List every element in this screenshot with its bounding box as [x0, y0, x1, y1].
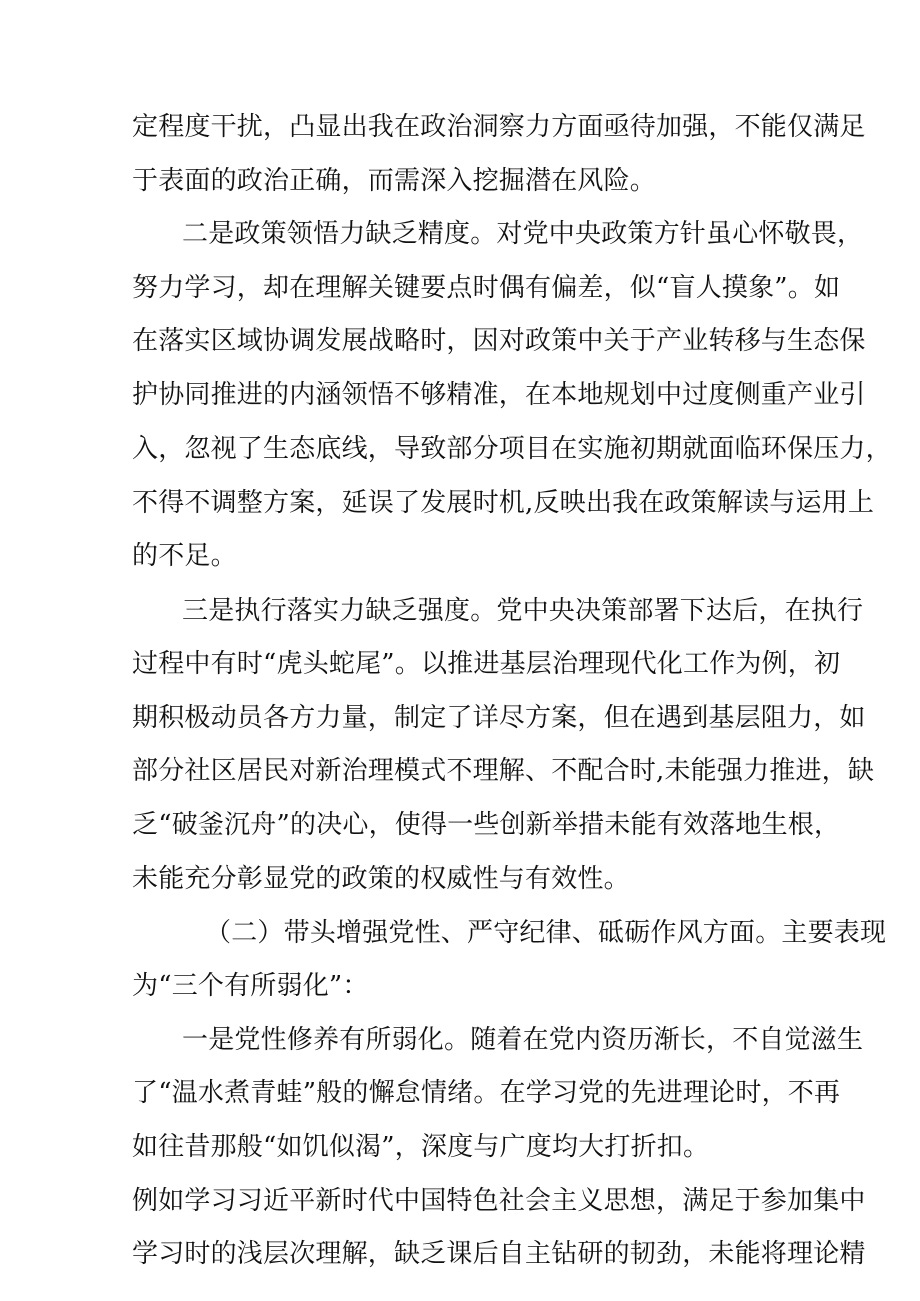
text-line: 例如学习习近平新时代中国特色社会主义思想，满足于参加集中 — [132, 1186, 866, 1216]
text-line: 不得不调整方案，延误了发展时机,反映出我在政策解读与运用上 — [132, 488, 875, 518]
text-line: 为“三个有所弱化”： — [132, 971, 369, 1001]
text-line: 过程中有时“虎头蛇尾”。以推进基层治理现代化工作为例，初 — [132, 649, 841, 679]
text-line: 在落实区域协调发展战略时，因对政策中关于产业转移与生态保 — [132, 326, 866, 356]
text-line: 于表面的政治正确，而需深入挖掘潜在风险。 — [132, 166, 657, 196]
text-line: 入，忽视了生态底线，导致部分项目在实施初期就面临环保压力， — [132, 434, 892, 464]
text-line: 期积极动员各方力量，制定了详尽方案，但在遇到基层阻力，如 — [132, 703, 866, 733]
text-line: 努力学习，却在理解关键要点时偶有偏差，似“盲人摸象”。如 — [132, 273, 841, 303]
text-line: 学习时的浅层次理解，缺乏课后自主钻研的韧劲，未能将理论精 — [132, 1239, 866, 1269]
text-line: 乏“破釜沉舟”的决心，使得一些创新举措未能有效落地生根， — [132, 810, 841, 840]
text-line: 未能充分彰显党的政策的权威性与有效性。 — [132, 864, 630, 894]
text-line: 部分社区居民对新治理模式不理解、不配合时,未能强力推进，缺 — [132, 756, 875, 786]
text-line: 定程度干扰，凸显出我在政治洞察力方面亟待加强，不能仅满足 — [132, 112, 866, 142]
text-line: 如往昔那般“如饥似渴”，深度与广度均大打折扣。 — [132, 1132, 710, 1162]
text-line: 了“温水煮青蛙”般的懈怠情绪。在学习党的先进理论时，不再 — [132, 1078, 841, 1108]
section-heading-line: （二）带头增强党性、严守纪律、砥砺作风方面。主要表现 — [205, 918, 887, 948]
text-line: 护协同推进的内涵领悟不够精准，在本地规划中过度侧重产业引 — [132, 380, 866, 410]
paragraph-start-line: 三是执行落实力缺乏强度。党中央决策部署下达后，在执行 — [182, 596, 864, 626]
text-line: 的不足。 — [132, 541, 237, 571]
paragraph-start-line: 一是党性修养有所弱化。随着在党内资历渐长，不自觉滋生 — [182, 1025, 864, 1055]
paragraph-start-line: 二是政策领悟力缺乏精度。对党中央政策方针虽心怀敬畏， — [182, 219, 864, 249]
